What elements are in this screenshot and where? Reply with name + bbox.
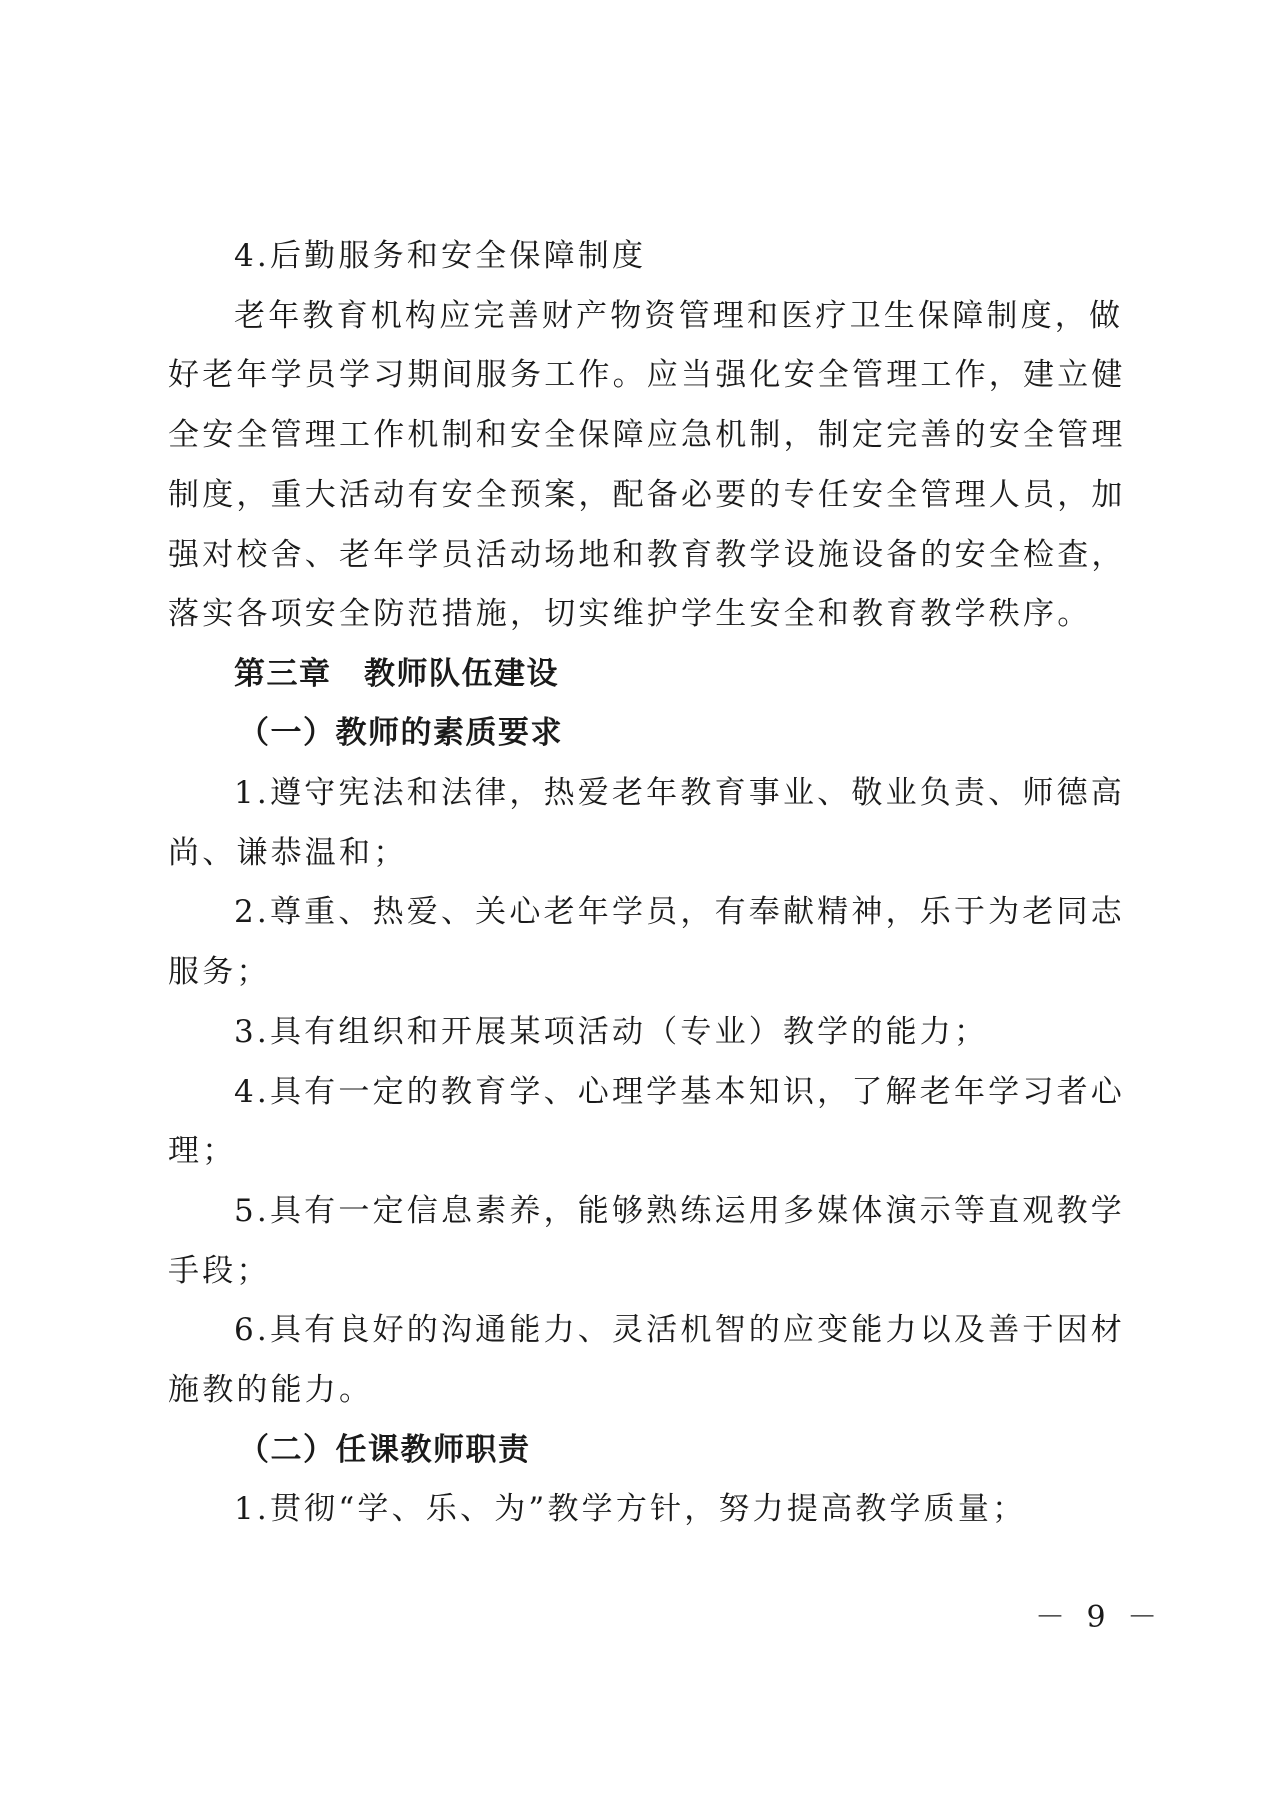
list-item-line: 2.尊重、热爱、关心老年学员，有奉献精神，乐于为老同志 [234,894,1125,930]
page-number: － 9 － [1035,1600,1164,1635]
list-item-continuation: 理； [168,1133,237,1169]
list-item-continuation: 服务； [168,954,271,990]
subsection-title: （二）任课教师职责 [238,1432,531,1468]
list-item-line: 6.具有良好的沟通能力、灵活机智的应变能力以及善于因材 [234,1312,1125,1348]
paragraph-line: 老年教育机构应完善财产物资管理和医疗卫生保障制度，做 [234,298,1124,334]
list-item-continuation: 施教的能力。 [168,1372,374,1408]
section-heading: 4.后勤服务和安全保障制度 [234,238,647,274]
paragraph-line: 强对校舍、老年学员活动场地和教育教学设施设备的安全检查， [168,537,1126,573]
subsection-title: （一）教师的素质要求 [238,715,563,751]
paragraph-line: 制度，重大活动有安全预案，配备必要的专任安全管理人员，加 [168,477,1126,513]
list-item-line: 1.贯彻“学、乐、为”教学方针，努力提高教学质量； [234,1491,1027,1527]
list-item-line: 1.遵守宪法和法律，热爱老年教育事业、敬业负责、师德高 [234,775,1125,811]
list-item-line: 5.具有一定信息素养，能够熟练运用多媒体演示等直观教学 [234,1193,1125,1229]
list-item-line: 4.具有一定的教育学、心理学基本知识，了解老年学习者心 [234,1074,1125,1110]
list-item-continuation: 手段； [168,1253,271,1289]
paragraph-line: 好老年学员学习期间服务工作。应当强化安全管理工作，建立健 [168,357,1126,393]
list-item-line: 3.具有组织和开展某项活动（专业）教学的能力； [234,1014,989,1050]
chapter-title: 第三章 教师队伍建设 [234,656,559,692]
paragraph-line: 落实各项安全防范措施，切实维护学生安全和教育教学秩序。 [168,596,1092,632]
list-item-continuation: 尚、谦恭温和； [168,835,408,871]
paragraph-line: 全安全管理工作机制和安全保障应急机制，制定完善的安全管理 [168,417,1126,453]
